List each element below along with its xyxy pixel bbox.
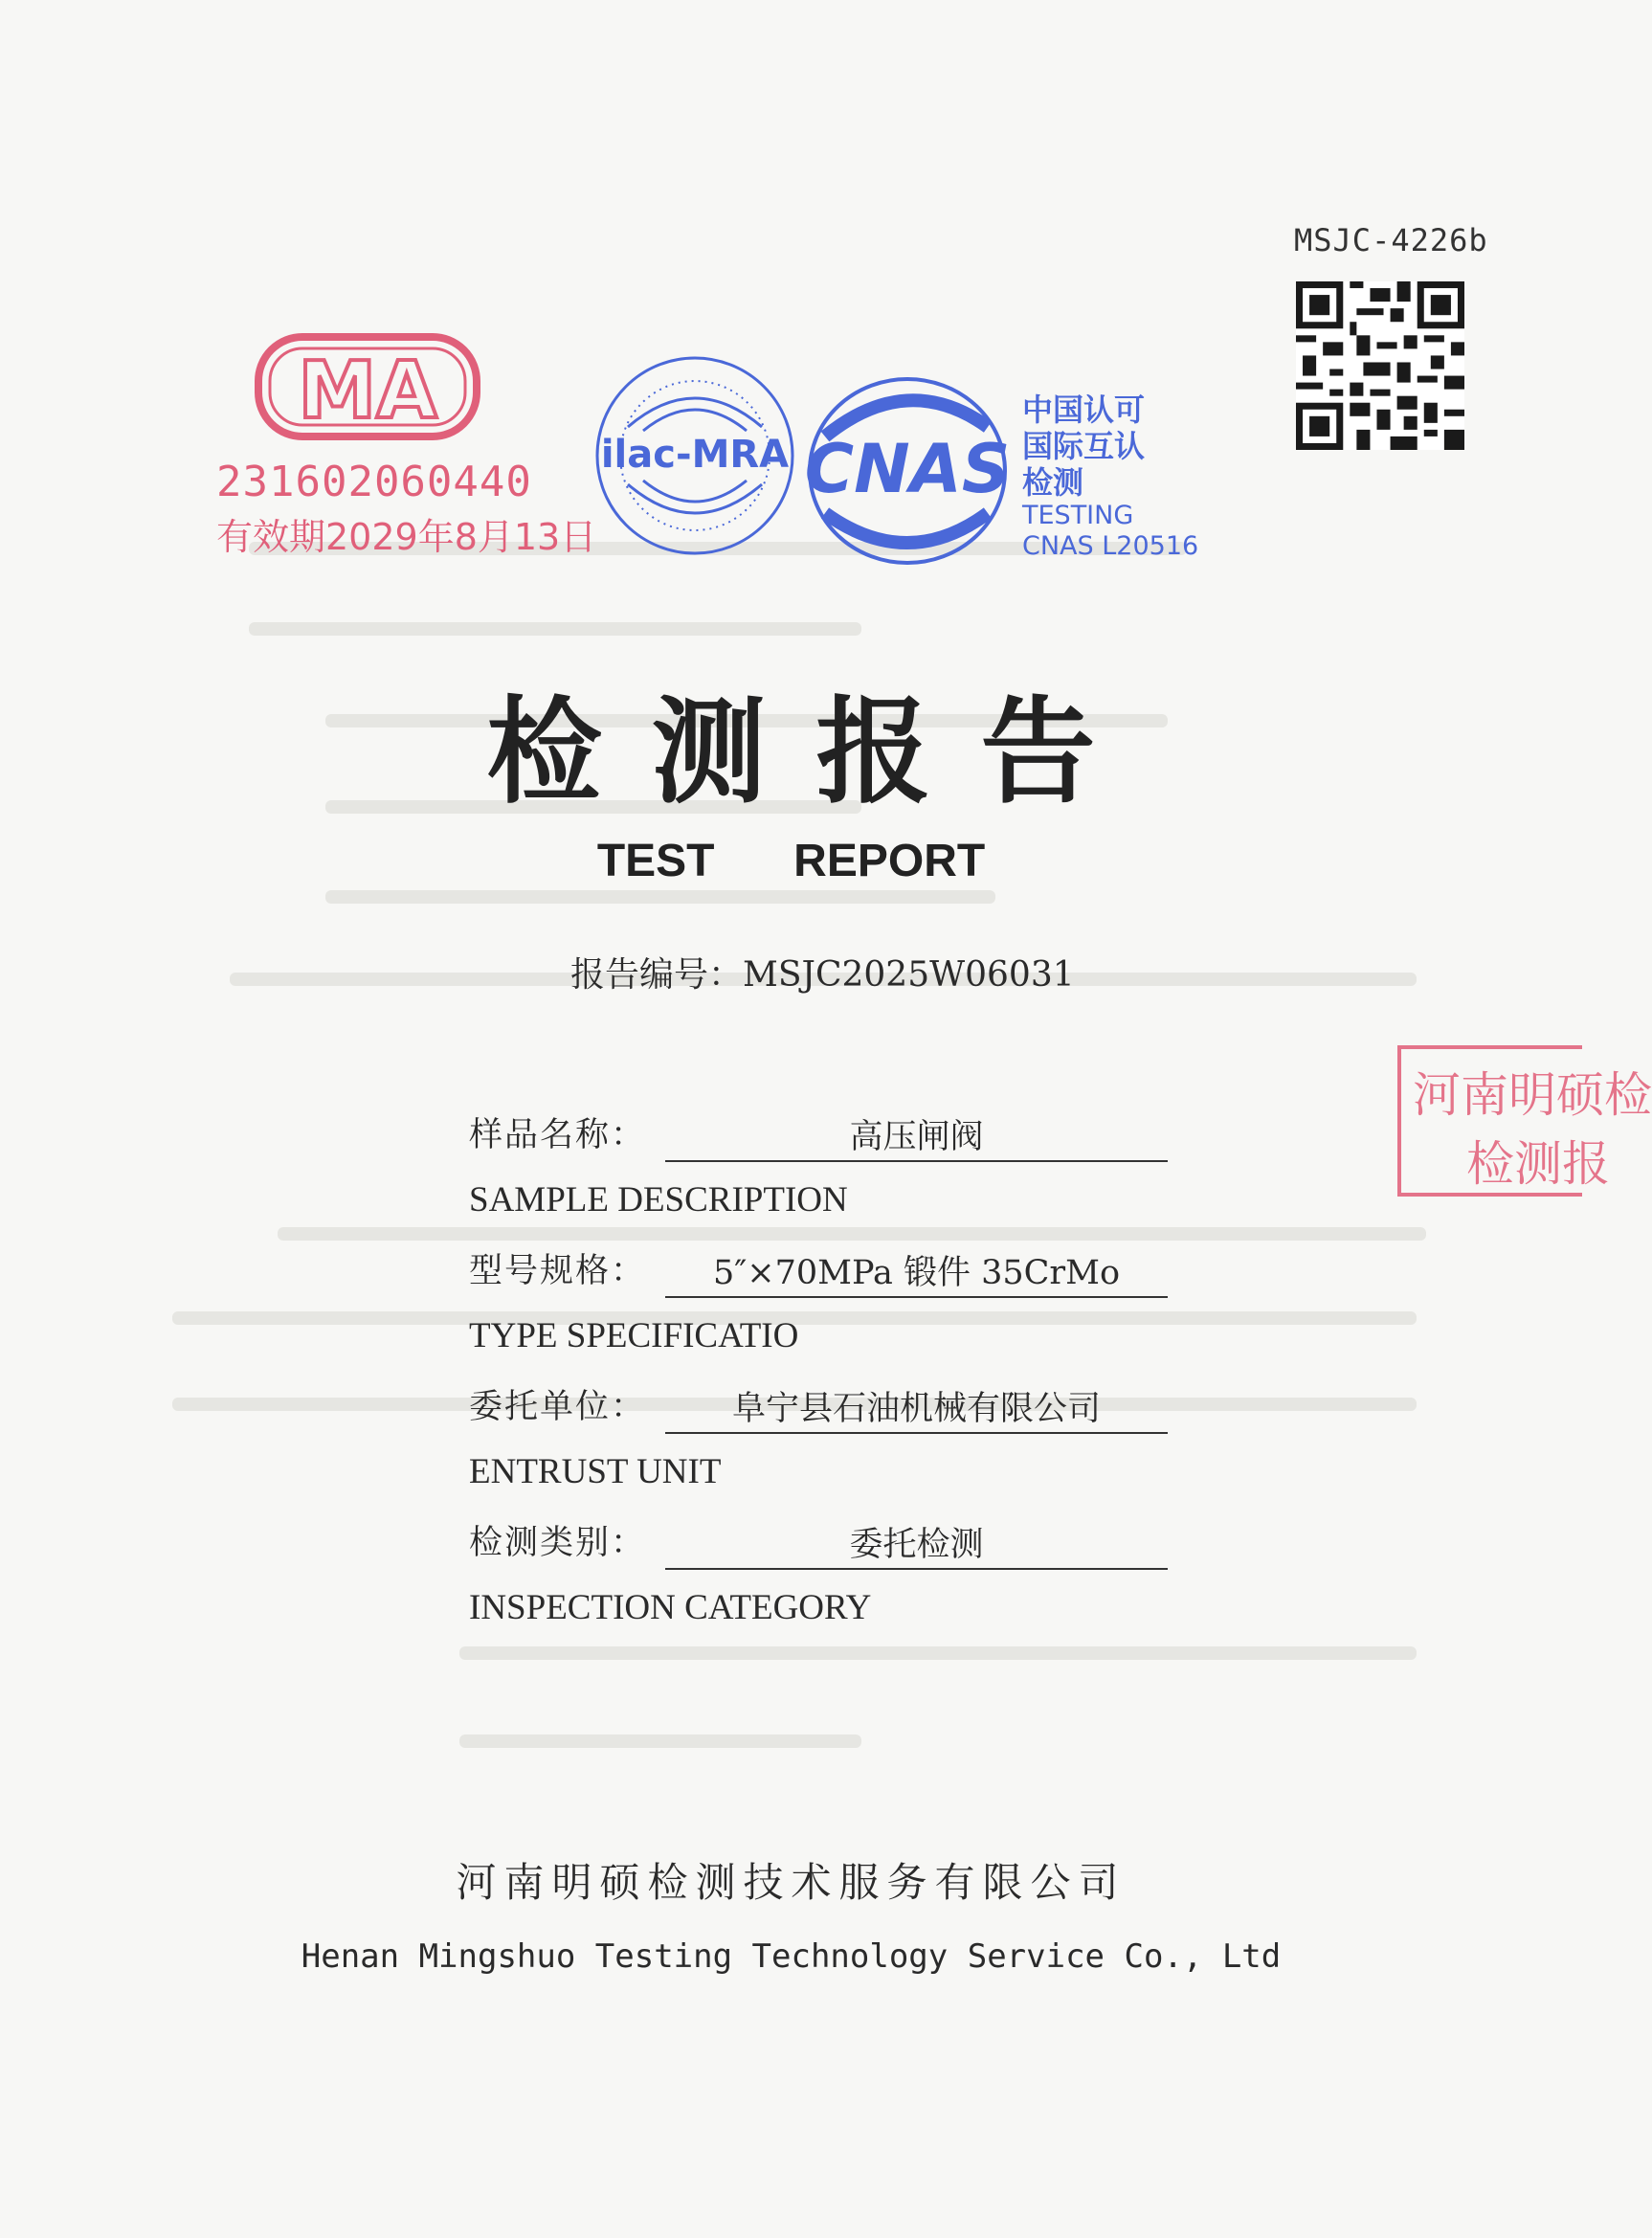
- cnas-logo-icon: [796, 369, 1018, 572]
- report-title-en: TEST REPORT: [596, 836, 986, 886]
- company-name-en: Henan Mingshuo Testing Technology Service Co., Ltd: [301, 1937, 1282, 1976]
- cnas-line: 国际互认: [1022, 427, 1146, 464]
- show-through-mark: [459, 1734, 861, 1748]
- ma-logo-icon: [253, 329, 482, 444]
- field-underline: [665, 1160, 1168, 1162]
- show-through-mark: [459, 1646, 1417, 1660]
- field-label: 检测类别：: [469, 1524, 647, 1562]
- field-label-en: TYPE SPECIFICATIO: [469, 1316, 799, 1355]
- field-value: 委托检测: [849, 1526, 984, 1564]
- ilac-mra-text: ilac-MRA: [600, 433, 790, 477]
- ma-validity-date: 有效期2029年8月13日: [216, 516, 597, 558]
- field-label: 样品名称：: [469, 1116, 647, 1154]
- show-through-mark: [278, 1227, 1426, 1241]
- field-label-en: ENTRUST UNIT: [469, 1452, 722, 1491]
- report-number: 报告编号：MSJC2025W06031: [570, 955, 1075, 995]
- field-label-en: INSPECTION CATEGORY: [469, 1588, 872, 1627]
- cnas-line: CNAS L20516: [1022, 531, 1199, 562]
- ma-stamp: [216, 324, 597, 563]
- cnas-line: TESTING: [1022, 501, 1134, 531]
- field-underline: [665, 1568, 1168, 1570]
- ma-certificate-number: 231602060440: [216, 458, 532, 506]
- field-underline: [665, 1296, 1168, 1298]
- qr-code-icon: [1296, 281, 1464, 450]
- ma-logo-text: MA: [298, 346, 437, 436]
- cnas-line: 中国认可: [1022, 392, 1146, 428]
- seal-text-line: 检测报: [1466, 1136, 1610, 1192]
- cnas-accreditation-text: [1022, 392, 1198, 562]
- show-through-mark: [325, 890, 995, 904]
- field-value: 5″×70MPa 锻件 35CrMo: [712, 1254, 1121, 1292]
- company-seal-partial: [1397, 1045, 1652, 1197]
- ilac-mra-logo-icon: [590, 350, 800, 561]
- report-title-cn: 检测报告: [486, 684, 1146, 819]
- field-label: 型号规格：: [469, 1252, 647, 1290]
- company-name-cn: 河南明硕检测技术服务有限公司: [456, 1859, 1127, 1906]
- field-label-en: SAMPLE DESCRIPTION: [469, 1180, 848, 1220]
- document-code: MSJC-4226b: [1294, 222, 1488, 258]
- show-through-mark: [249, 622, 861, 636]
- field-value: 高压闸阀: [849, 1118, 984, 1156]
- cnas-logo-text: CNAS: [804, 430, 1011, 508]
- seal-text-line: 河南明硕检: [1413, 1067, 1652, 1123]
- field-value: 阜宁县石油机械有限公司: [731, 1390, 1101, 1428]
- cnas-line: 检测: [1022, 463, 1084, 501]
- field-label: 委托单位：: [469, 1388, 647, 1426]
- field-underline: [665, 1432, 1168, 1434]
